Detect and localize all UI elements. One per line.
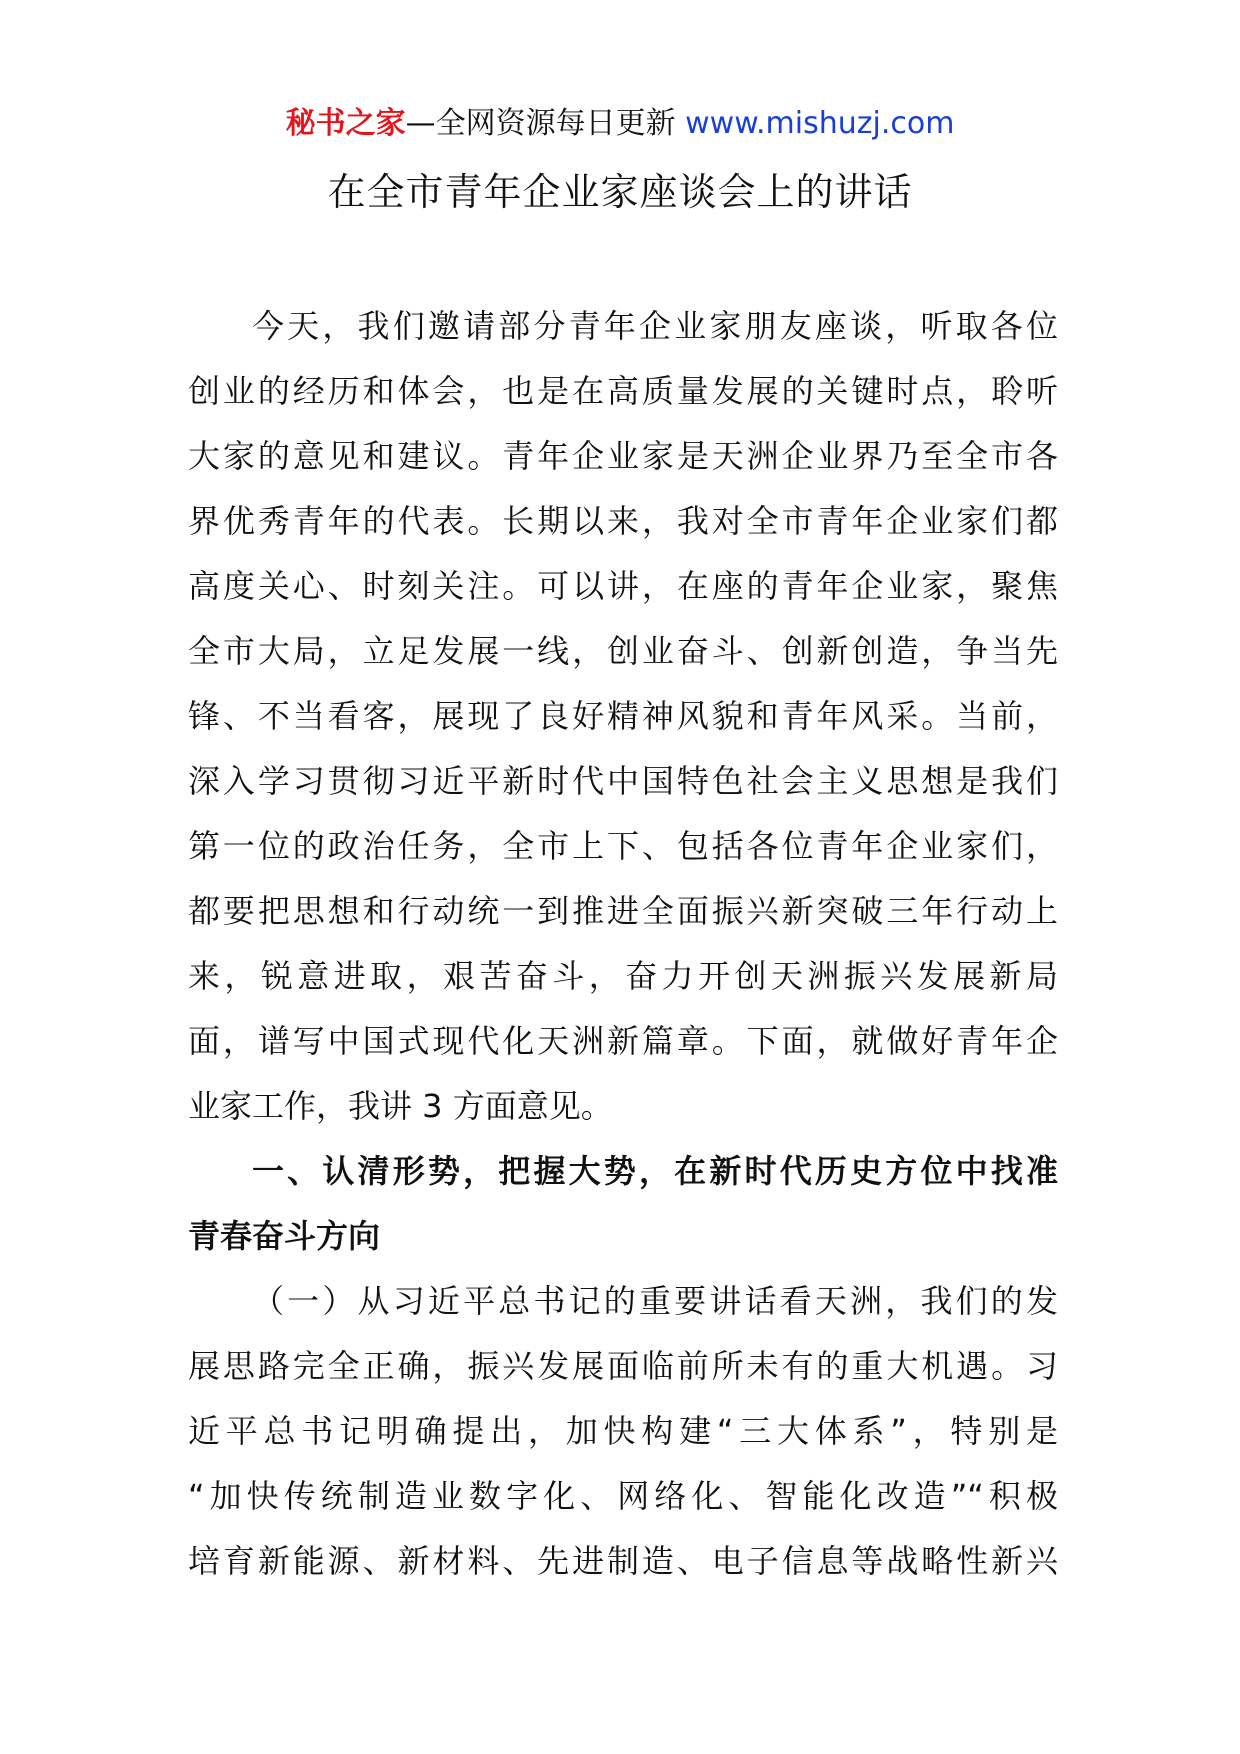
paragraph-line: 高度关心、时刻关注。可以讲，在座的青年企业家，聚焦 [188, 567, 1058, 605]
paragraph-line: 今天，我们邀请部分青年企业家朋友座谈，听取各位 [252, 307, 1058, 345]
paragraph-line: 创业的经历和体会，也是在高质量发展的关键时点，聆听 [188, 372, 1058, 410]
site-url-link[interactable]: www.mishuzj.com [685, 106, 955, 141]
paragraph-line: 锋、不当看客，展现了良好精神风貌和青年风采。当前， [188, 697, 1058, 735]
section-heading-line: 青春奋斗方向 [188, 1217, 381, 1255]
header-tagline: —全网资源每日更新 [405, 106, 686, 141]
document-title: 在全市青年企业家座谈会上的讲话 [327, 170, 913, 214]
paragraph-line: 都要把思想和行动统一到推进全面振兴新突破三年行动上 [188, 892, 1058, 930]
site-header [0, 100, 1240, 148]
paragraph-line: 来，锐意进取，艰苦奋斗，奋力开创天洲振兴发展新局 [188, 957, 1058, 995]
paragraph-line: 面，谱写中国式现代化天洲新篇章。下面，就做好青年企 [188, 1022, 1058, 1060]
section-heading-line: 一、认清形势，把握大势，在新时代历史方位中找准 [252, 1152, 1058, 1190]
subsection-line: （一）从习近平总书记的重要讲话看天洲，我们的发 [252, 1282, 1058, 1320]
paragraph-line: 全市大局，立足发展一线，创业奋斗、创新创造，争当先 [188, 632, 1058, 670]
paragraph-line: 培育新能源、新材料、先进制造、电子信息等战略性新兴 [188, 1542, 1058, 1580]
paragraph-line: 业家工作，我讲 3 方面意见。 [188, 1087, 613, 1125]
brand-name: 秘书之家 [285, 106, 406, 141]
paragraph-line: 界优秀青年的代表。长期以来，我对全市青年企业家们都 [188, 502, 1058, 540]
document-body [188, 294, 1058, 1594]
paragraph-line: 深入学习贯彻习近平新时代中国特色社会主义思想是我们 [188, 762, 1058, 800]
paragraph-line: 展思路完全正确，振兴发展面临前所未有的重大机遇。习 [188, 1347, 1058, 1385]
paragraph-line: 近平总书记明确提出，加快构建“三大体系”，特别是 [188, 1412, 1058, 1450]
paragraph-line: 第一位的政治任务，全市上下、包括各位青年企业家们， [188, 827, 1058, 865]
paragraph-line: 大家的意见和建议。青年企业家是天洲企业界乃至全市各 [188, 437, 1058, 475]
paragraph-line: “加快传统制造业数字化、网络化、智能化改造”“积极 [188, 1477, 1058, 1515]
